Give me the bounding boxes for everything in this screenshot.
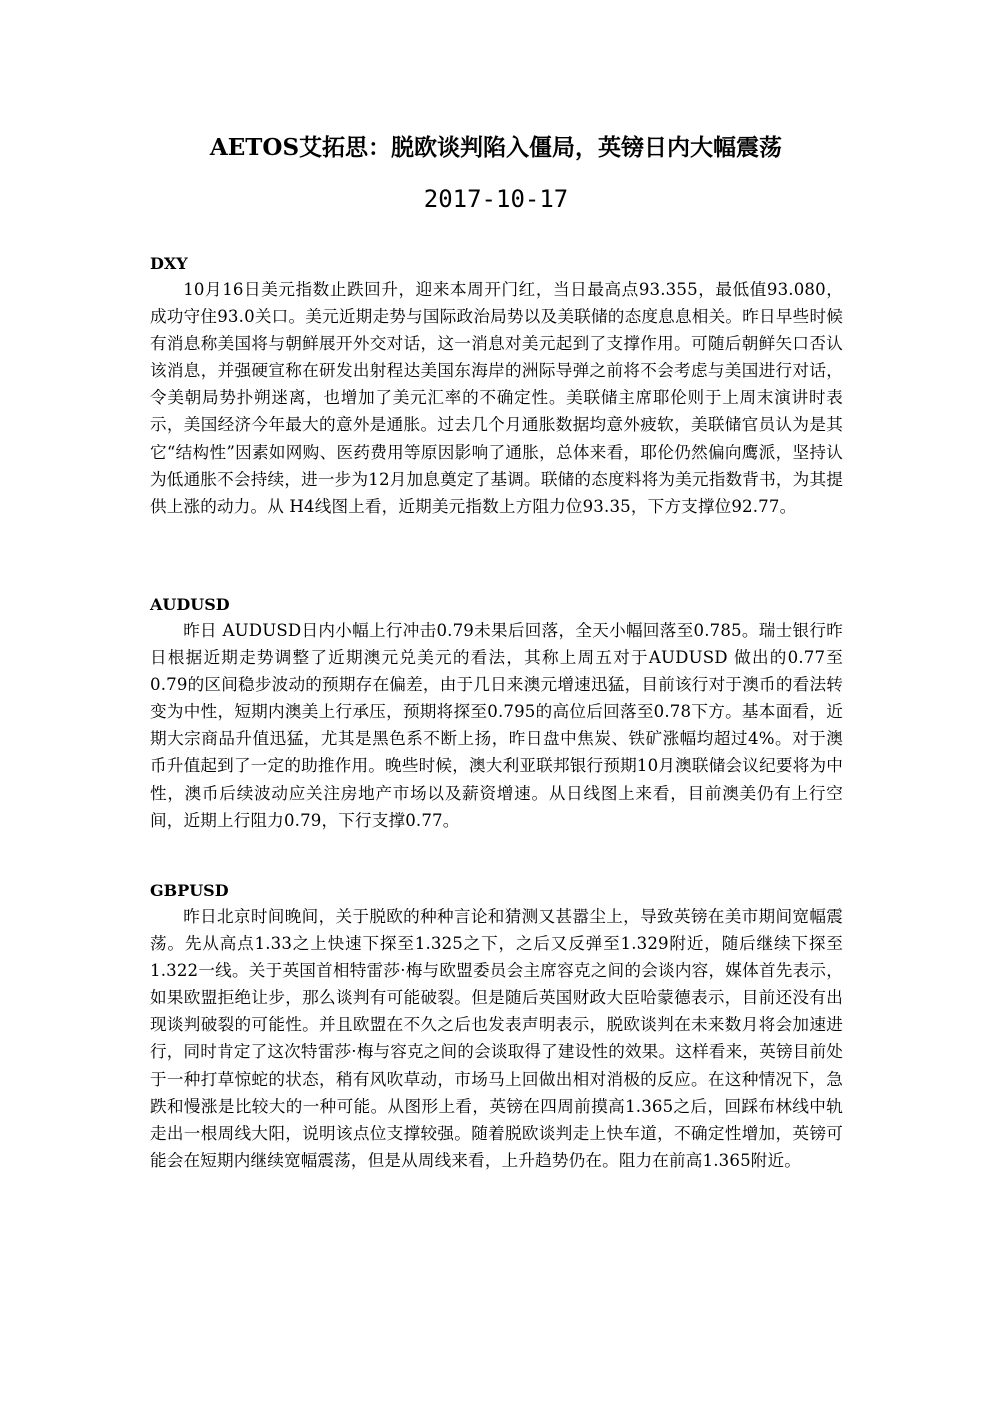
section-heading-audusd: AUDUSD [150,595,230,614]
section-heading-gbpusd: GBPUSD [150,881,229,900]
section-gbpusd [150,881,843,1174]
section-audusd [150,595,843,834]
page-date: 2017-10-17 [423,185,569,213]
section-dxy [150,254,843,520]
section-body-gbpusd: 昨日北京时间晚间，关于脱欧的种种言论和猜测又甚嚣尘上，导致英镑在美市期间宽幅震荡。先从高点1.33之上快速下探至1.325之下，之后又反弹至1.329附近，随后继续下探至1.322一线。关于英国首相特雷莎·梅与欧盟委员会主席容克之间的会谈内容，媒体首先表示，如果欧盟拒绝让步，那么谈判有可能破裂。但是随后英国财政大臣哈蒙德表示，目前还没有出现谈判破裂的可能性。并且欧盟在不久之后也发表声明表示，脱欧谈判在未来数月将会加速进行，同时肯定了这次特雷莎·梅与容克之间的会谈取得了建设性的效果。这样看来，英镑目前处于一种打草惊蛇的状态，稍有风吹草动，市场马上回做出相对消极的反应。在这种情况下，急跌和慢涨是比较大的一种可能。从图形上看，英镑在四周前摸高1.365之后，回踩布林线中轨走出一根周线大阳，说明该点位支撑较强。随着脱欧谈判走上快车道，不确定性增加，英镑可能会在短期内继续宽幅震荡，但是从周线来看，上升趋势仍在。阻力在前高1.365附近。 [150,907,843,1170]
section-heading-dxy: DXY [150,254,188,273]
page-title: AETOS艾拓思：脱欧谈判陷入僵局，英镑日内大幅震荡 [209,134,783,161]
section-body-dxy: 10月16日美元指数止跌回升，迎来本周开门红，当日最高点93.355，最低值93.080，成功守住93.0关口。美元近期走势与国际政治局势以及美联储的态度息息相关。昨日早些时候有消息称美国将与朝鲜展开外交对话，这一消息对美元起到了支撑作用。可随后朝鲜矢口否认该消息，并强硬宣称在研发出射程达美国东海岸的洲际导弹之前将不会考虑与美国进行对话，令美朝局势扑朔迷离，也增加了美元汇率的不确定性。美联储主席耶伦则于上周末演讲时表示，美国经济今年最大的意外是通胀。过去几个月通胀数据均意外疲软，美联储官员认为是其它“结构性”因素如网购、医药费用等原因影响了通胀，总体来看，耶伦仍然偏向鹰派，坚持认为低通胀不会持续，进一步为12月加息奠定了基调。联储的态度料将为美元指数背书，为其提供上涨的动力。从 H4线图上看，近期美元指数上方阻力位93.35，下方支撑位92.77。 [150,280,843,516]
section-body-audusd: 昨日 AUDUSD日内小幅上行冲击0.79未果后回落，全天小幅回落至0.785。瑞士银行昨日根据近期走势调整了近期澳元兑美元的看法，其称上周五对于AUDUSD 做出的0.77至0.79的区间稳步波动的预期存在偏差，由于几日来澳元增速迅猛，目前该行对于澳币的看法转变为中性，短期内澳美上行承压，预期将探至0.795的高位后回落至0.78下方。基本面看，近期大宗商品升值迅猛，尤其是黑色系不断上扬，昨日盘中焦炭、铁矿涨幅均超过4%。对于澳币升值起到了一定的助推作用。晚些时候，澳大利亚联邦银行预期10月澳联储会议纪要将为中性，澳币后续波动应关注房地产市场以及薪资增速。从日线图上来看，目前澳美仍有上行空间，近期上行阻力0.79，下行支撑0.77。 [150,621,843,830]
